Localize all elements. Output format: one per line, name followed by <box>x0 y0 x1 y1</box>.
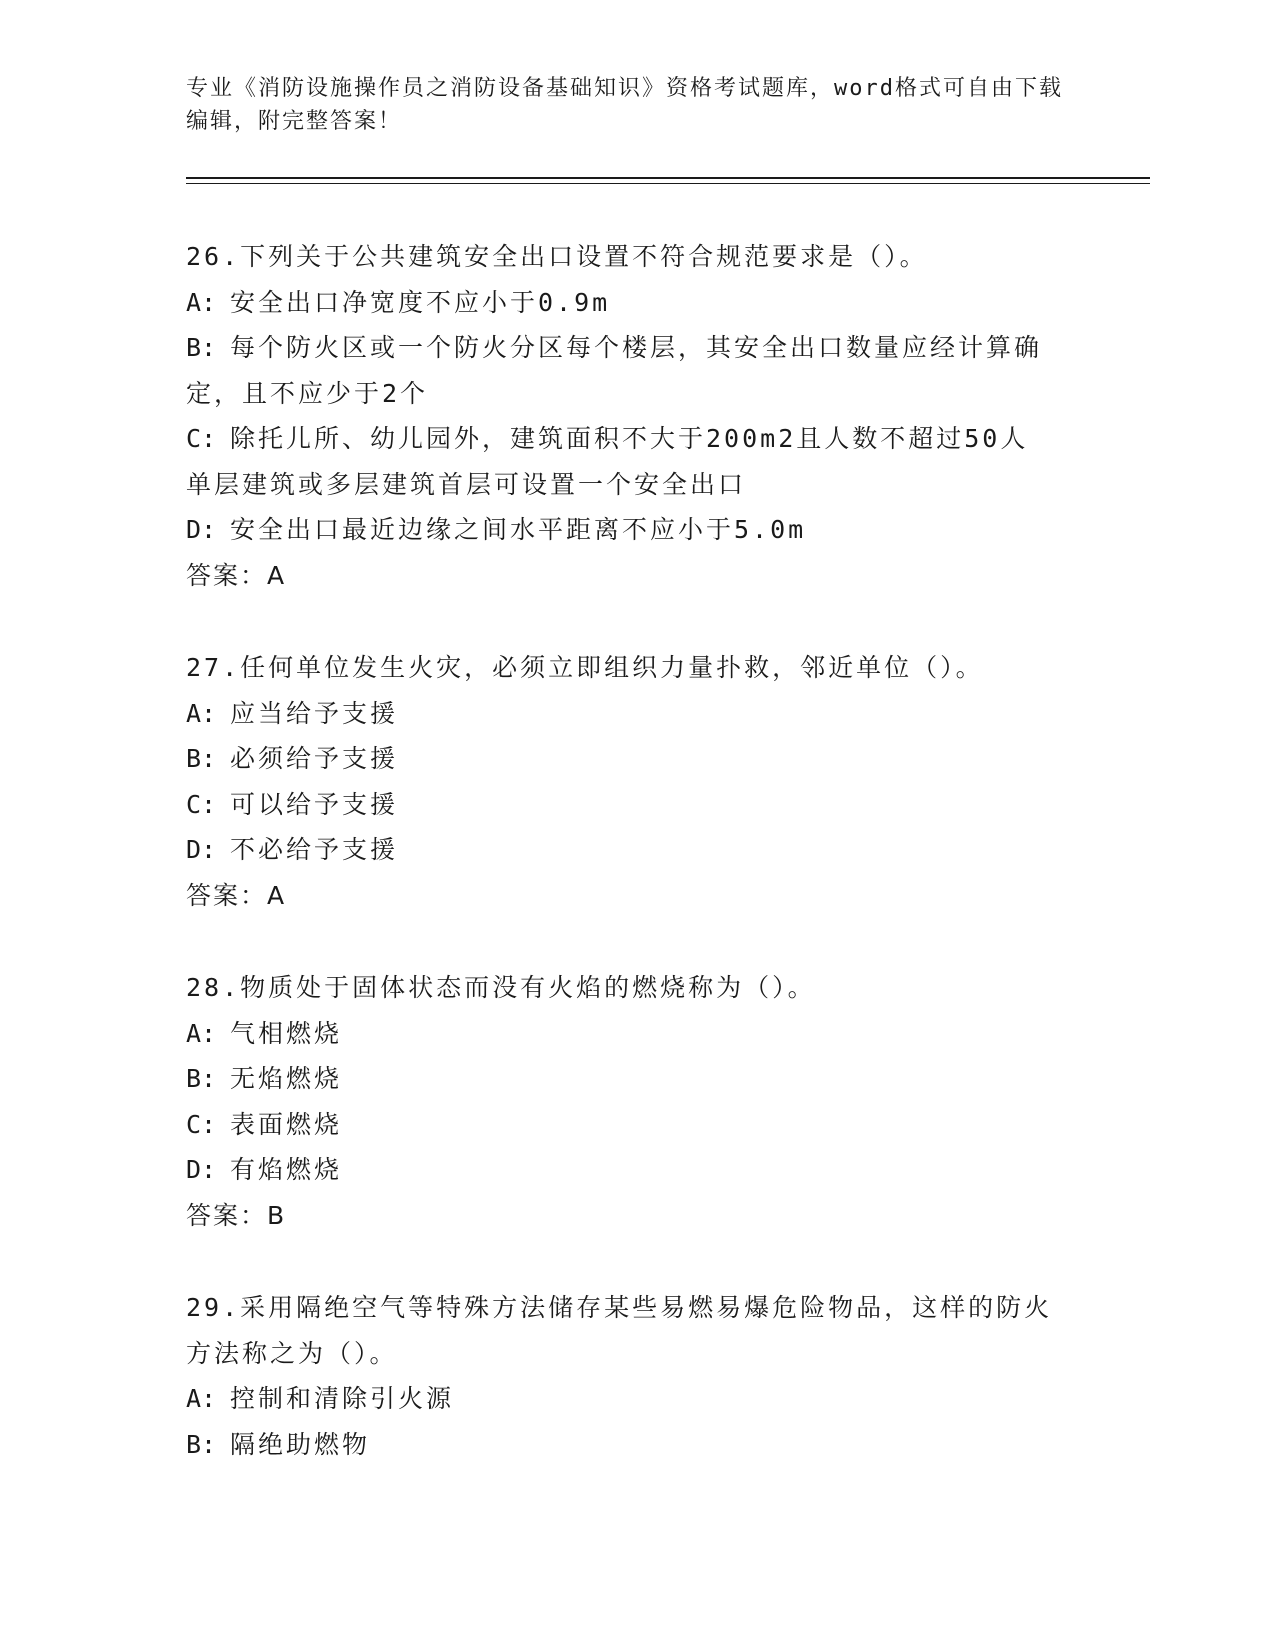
answer-label: 答案：A <box>186 880 287 910</box>
option-b <box>186 736 1066 782</box>
option-letter: D: <box>186 515 217 544</box>
option-text: 无焰燃烧 <box>230 1064 343 1093</box>
option-letter: B: <box>186 1429 217 1459</box>
option-text: 可以给予支援 <box>230 789 399 819</box>
option-a <box>186 691 1066 737</box>
option-d <box>186 1147 1066 1193</box>
option-letter: A: <box>186 1018 217 1048</box>
question-stem-continuation: 方法称之为（）。 <box>186 1338 398 1368</box>
option-letter: C: <box>186 424 217 453</box>
option-letter: B: <box>186 1064 217 1093</box>
option-letter: C: <box>186 789 217 819</box>
question-stem: 28.物质处于固体状态而没有火焰的燃烧称为（）。 <box>186 973 816 1002</box>
option-text: 有焰燃烧 <box>230 1155 343 1184</box>
option-text: 每个防火区或一个防火分区每个楼层，其安全出口数量应经计算确 <box>230 333 1043 362</box>
option-text: 安全出口净宽度不应小于0.9m <box>230 287 611 317</box>
option-text: 必须给予支援 <box>230 744 399 773</box>
question-list <box>186 234 1066 1514</box>
answer-label: 答案：B <box>186 1200 287 1230</box>
option-a <box>186 1011 1066 1057</box>
option-a <box>186 1376 1066 1422</box>
option-text: 气相燃烧 <box>230 1018 343 1048</box>
question-stem: 29.采用隔绝空气等特殊方法储存某些易燃易爆危险物品，这样的防火 <box>186 1293 1053 1322</box>
option-text: 安全出口最近边缘之间水平距离不应小于5.0m <box>230 515 807 544</box>
question-26 <box>186 234 1066 598</box>
question-stem: 26.下列关于公共建筑安全出口设置不符合规范要求是（）。 <box>186 242 928 271</box>
question-stem: 27.任何单位发生火灾，必须立即组织力量扑救，邻近单位（）。 <box>186 653 984 682</box>
option-letter: B: <box>186 333 217 362</box>
option-c <box>186 416 1066 462</box>
option-b <box>186 325 1066 371</box>
option-c-continuation: 单层建筑或多层建筑首层可设置一个安全出口 <box>186 469 747 499</box>
header-divider-thin <box>186 183 1150 184</box>
option-b <box>186 1056 1066 1102</box>
option-b <box>186 1422 1066 1468</box>
question-27 <box>186 645 1066 918</box>
question-28 <box>186 965 1066 1238</box>
option-letter: A: <box>186 287 217 317</box>
option-letter: A: <box>186 1384 217 1413</box>
option-c <box>186 1102 1066 1148</box>
option-c <box>186 782 1066 828</box>
option-letter: A: <box>186 698 217 728</box>
option-letter: B: <box>186 744 217 773</box>
option-b-continuation: 定，且不应少于2个 <box>186 378 429 408</box>
option-letter: C: <box>186 1109 217 1139</box>
option-text: 不必给予支援 <box>230 835 399 864</box>
answer-label: 答案：A <box>186 560 287 590</box>
option-text: 隔绝助燃物 <box>230 1429 371 1459</box>
question-29 <box>186 1285 1066 1467</box>
option-text: 表面燃烧 <box>230 1109 343 1139</box>
option-d <box>186 507 1066 553</box>
option-text: 应当给予支援 <box>230 698 399 728</box>
option-text: 控制和清除引火源 <box>230 1384 455 1413</box>
option-letter: D: <box>186 835 217 864</box>
option-text: 除托儿所、幼儿园外，建筑面积不大于200m2且人数不超过50人 <box>230 424 1029 453</box>
option-a <box>186 280 1066 326</box>
option-letter: D: <box>186 1155 217 1184</box>
option-d <box>186 827 1066 873</box>
document-header: 专业《消防设施操作员之消防设备基础知识》资格考试题库，word格式可自由下载编辑，附完整答案！ <box>186 76 1063 134</box>
header-divider-thick <box>186 177 1150 179</box>
